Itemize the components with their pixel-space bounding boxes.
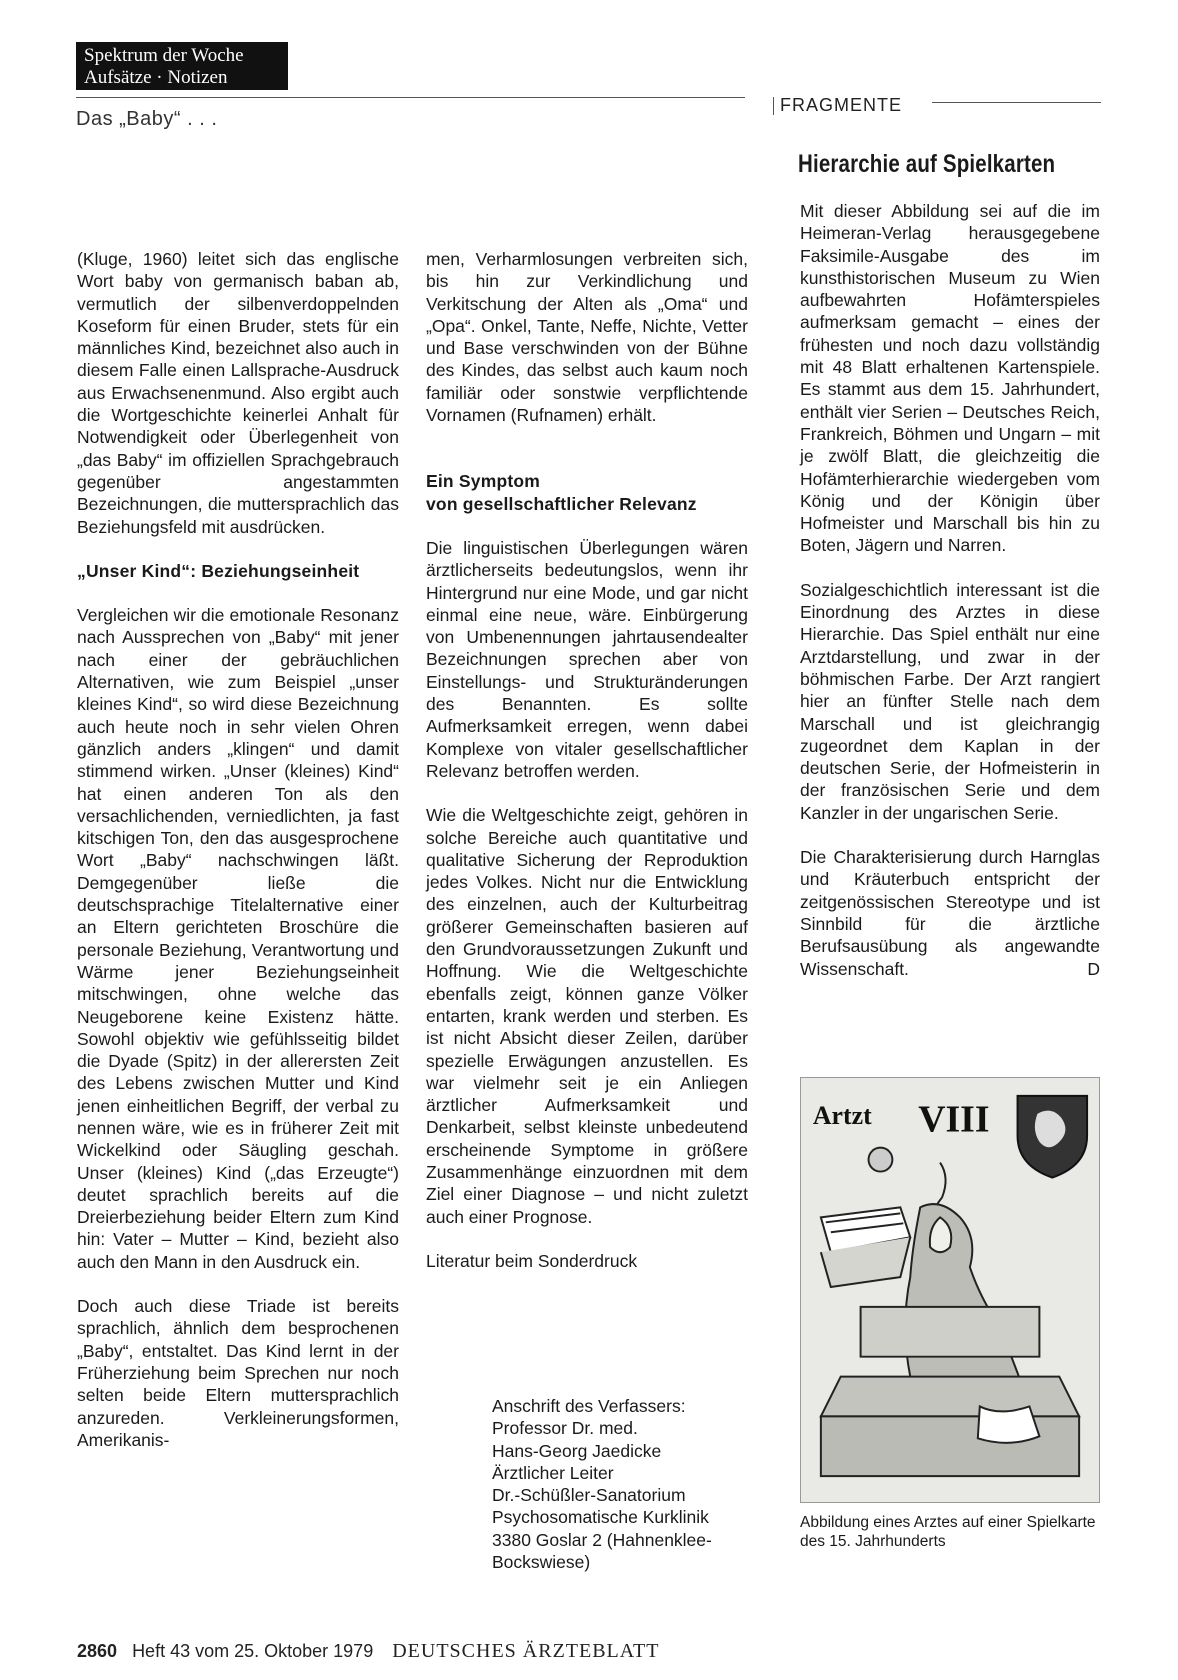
paragraph: Die linguistischen Überlegungen wären ärztlicherseits bedeutungslos, wenn ihr Hintergrund nur eine Mode, und gar nicht einmal eine neue, wäre. Einbürgerung von Umbenennungen jahrtausendealter Bezeichnungen sprechen aber von Einstellungs- und Strukturänderungen des Benannten. Es sollte Aufmerksamkeit erregen, wenn dabei Komplexe von vitaler gesellschaftlicher Relevanz betroffen werden. (426, 537, 748, 781)
fragment-rule (932, 102, 1101, 103)
card-numeral: VIII (918, 1098, 990, 1141)
figure-caption: Abbildung eines Arztes auf einer Spielkarte des 15. Jahrhunderts (800, 1514, 1096, 1550)
paragraph: (Kluge, 1960) leitet sich das englische Wort baby von germanisch baban ab, vermutlich der silbenverdoppelnden Koseform für einen Bruder, stets für ein männliches Kind, bezeichnet also auch in diesem Falle einen Lallsprache-Ausdruck aus Erwachsenenmund. Also ergibt auch die Wortgeschichte keinerlei Anhalt für Notwendigkeit oder Überlegenheit von „das Baby“ im offiziellen Sprachgebrauch gegenüber angestammten Bezeichnungen, die muttersprachlich das Beziehungsfeld mit ausdrücken. (77, 249, 399, 537)
paragraph: Wie die Weltgeschichte zeigt, gehören in solche Bereiche auch quantitative und qualitative Sicherung der Reproduktion jedes Volkes. Nicht nur die Entwicklung des einzelnen, auch der Kulturbeitrag größerer Gemeinschaften basieren auf den Grundvoraussetzungen Zukunft und Hoffnung. Wie die Weltgeschichte ebenfalls zeigt, können ganze Völker entarten, krank werden und sterben. Es ist nicht Absicht dieser Zeilen, darüber spezielle Erwägungen anzustellen. Es war vielmehr seit je ein Anliegen ärztlicher Aufmerksamkeit und Denkarbeit, selbst kleinste unbedeutend erscheinende Symptome in größere Zusammenhänge einzuordnen mit dem Ziel einer Diagnose – und nicht zuletzt auch einer Prognose. (426, 805, 748, 1227)
fragment-column (800, 200, 1100, 1002)
paragraph-text: Die Charakterisierung durch Harnglas und Kräuterbuch entspricht der zeitgenössischen Stereotype und ist Sinnbild für die ärztliche Berufsausübung als angewandte Wissenschaft. (800, 847, 1100, 979)
address-line: Anschrift des Verfassers: (492, 1396, 686, 1416)
address-line: Hans-Georg Jaedicke (492, 1440, 662, 1461)
author-signature: D (1087, 958, 1100, 979)
article-column-2 (426, 248, 748, 1294)
fragment-title: Hierarchie auf Spielkarten (798, 150, 1056, 178)
article-column-1 (77, 248, 399, 1473)
address-line: Dr.-Schüßler-Sanatorium (492, 1485, 686, 1506)
page-number: 2860 (77, 1641, 118, 1661)
address-line: Psychosomatische Kurklinik (492, 1507, 709, 1528)
fragment-label: FRAGMENTE (780, 95, 906, 116)
paragraph: men, Verharmlosungen verbreiten sich, bis hin zur Verkindlichung und Verkitschung der Alten als „Oma“ und „Opa“. Onkel, Tante, Neffe, Nichte, Vetter und Base verschwinden von der Bühne des Kindes, das selbst auch kaum noch familiär oder sonstwie verpflichtende Vornamen (Rufnamen) erhält. (426, 249, 748, 426)
card-drawing (801, 1078, 1099, 1502)
author-address (492, 1395, 712, 1573)
address-line: Bockswiese) (492, 1552, 591, 1573)
issue-info: Heft 43 vom 25. Oktober 1979 (132, 1641, 374, 1661)
section-tag-line2: Aufsätze · Notizen (84, 67, 228, 88)
journal-name: DEUTSCHES ÄRZTEBLATT (392, 1640, 660, 1662)
page-footer (77, 1640, 659, 1663)
top-rule (76, 97, 745, 98)
address-line: Ärztlicher Leiter (492, 1462, 614, 1483)
address-line: 3380 Goslar 2 (Hahnenklee- (492, 1529, 712, 1550)
section-tag-line1: Spektrum der Woche (84, 45, 244, 66)
literature-note: Literatur beim Sonderdruck (426, 1250, 638, 1271)
subheading: „Unser Kind“: Beziehungseinheit (77, 560, 360, 581)
playing-card-illustration (800, 1077, 1100, 1503)
continued-heading: Das „Baby“ . . . (76, 108, 218, 130)
address-line: Professor Dr. med. (492, 1418, 638, 1439)
subheading (426, 470, 748, 515)
card-label-text: Artzt (812, 1100, 872, 1130)
section-tag (76, 42, 288, 90)
paragraph: Doch auch diese Triade ist bereits sprachlich, ähnlich dem besprochenen „Baby“, entstaltet. Das Kind lernt in der Früherziehung beim Sprechen nur noch selten beide Eltern muttersprachlich anzureden. Verkleinerungsformen, Amerikanis- (77, 1296, 399, 1450)
paragraph: Mit dieser Abbildung sei auf die im Heimeran-Verlag herausgegebene Faksimile-Ausgabe des im kunsthistorischen Museum zu Wien aufbewahrten Hofämterspieles aufmerksam gemacht – eines der frühesten und noch dazu vollständig mit 48 Blatt erhaltenen Kartenspiele. Es stammt aus dem 15. Jahrhundert, enthält vier Serien – Deutsches Reich, Frankreich, Böhmen und Ungarn – mit je zwölf Blatt, die gleichzeitig die Hofämterhierarchie wiedergeben vom König und der Königin über Hofmeister und Marschall bis hin zu Boten, Jägern und Narren. (800, 201, 1100, 556)
fragment-rule-left (773, 97, 774, 115)
paragraph: Vergleichen wir die emotionale Resonanz nach Aussprechen von „Baby“ mit jener nach einer der gebräuchlichen Alternativen, wie zum Beispiel „unser kleines Kind“, so wird diese Bezeichnung auch heute noch in sehr vielen Ohren gänzlich anders „klingen“ und damit stimmend wirken. „Unser (kleines) Kind“ hat einen anderen Ton als den versachlichenden, verniedlichten, ja fast kitschigen Ton, den das ausgesprochene Wort „Baby“ nachschwingen läßt. Demgegenüber ließe die deutschsprachige Titelalternative einer an Eltern gerichteten Broschüre die personale Beziehung, Verantwortung und Wärme jener Beziehungseinheit mitschwingen, ohne welche das Neugeborene keine Existenz hätte. Sowohl objektiv wie gefühlsseitig bildet die Dyade (Spitz) in der allerersten Zeit des Lebens zwischen Mutter und Kind jenen einheitlichen Begriff, der verbal zu nennen wäre, wie es in früherer Zeit mit Wickelkind oder Säugling geschah. Unser (kleines) Kind („das Erzeugte“) deutet sprachlich bereits auf die Dreierbeziehung beider Eltern zum Kind hin: Vater – Mutter – Kind, bezieht also auch den Mann in den Ausdruck ein. (77, 605, 399, 1272)
subheading-line2: von gesellschaftlicher Relevanz (426, 493, 697, 514)
subheading-line1: Ein Symptom (426, 471, 541, 492)
paragraph (800, 846, 1100, 980)
paragraph: Sozialgeschichtlich interessant ist die Einordnung des Arztes in diese Hierarchie. Das Spiel enthält nur eine Arztdarstellung, und zwar in der böhmischen Farbe. Der Arzt rangiert hier an fünfter Stelle nach dem Marschall und ist gleichrangig zugeordnet dem Kaplan in der deutschen Serie, der Hofmeisterin in der französischen Serie und dem Kanzler in der ungarischen Serie. (800, 579, 1100, 823)
